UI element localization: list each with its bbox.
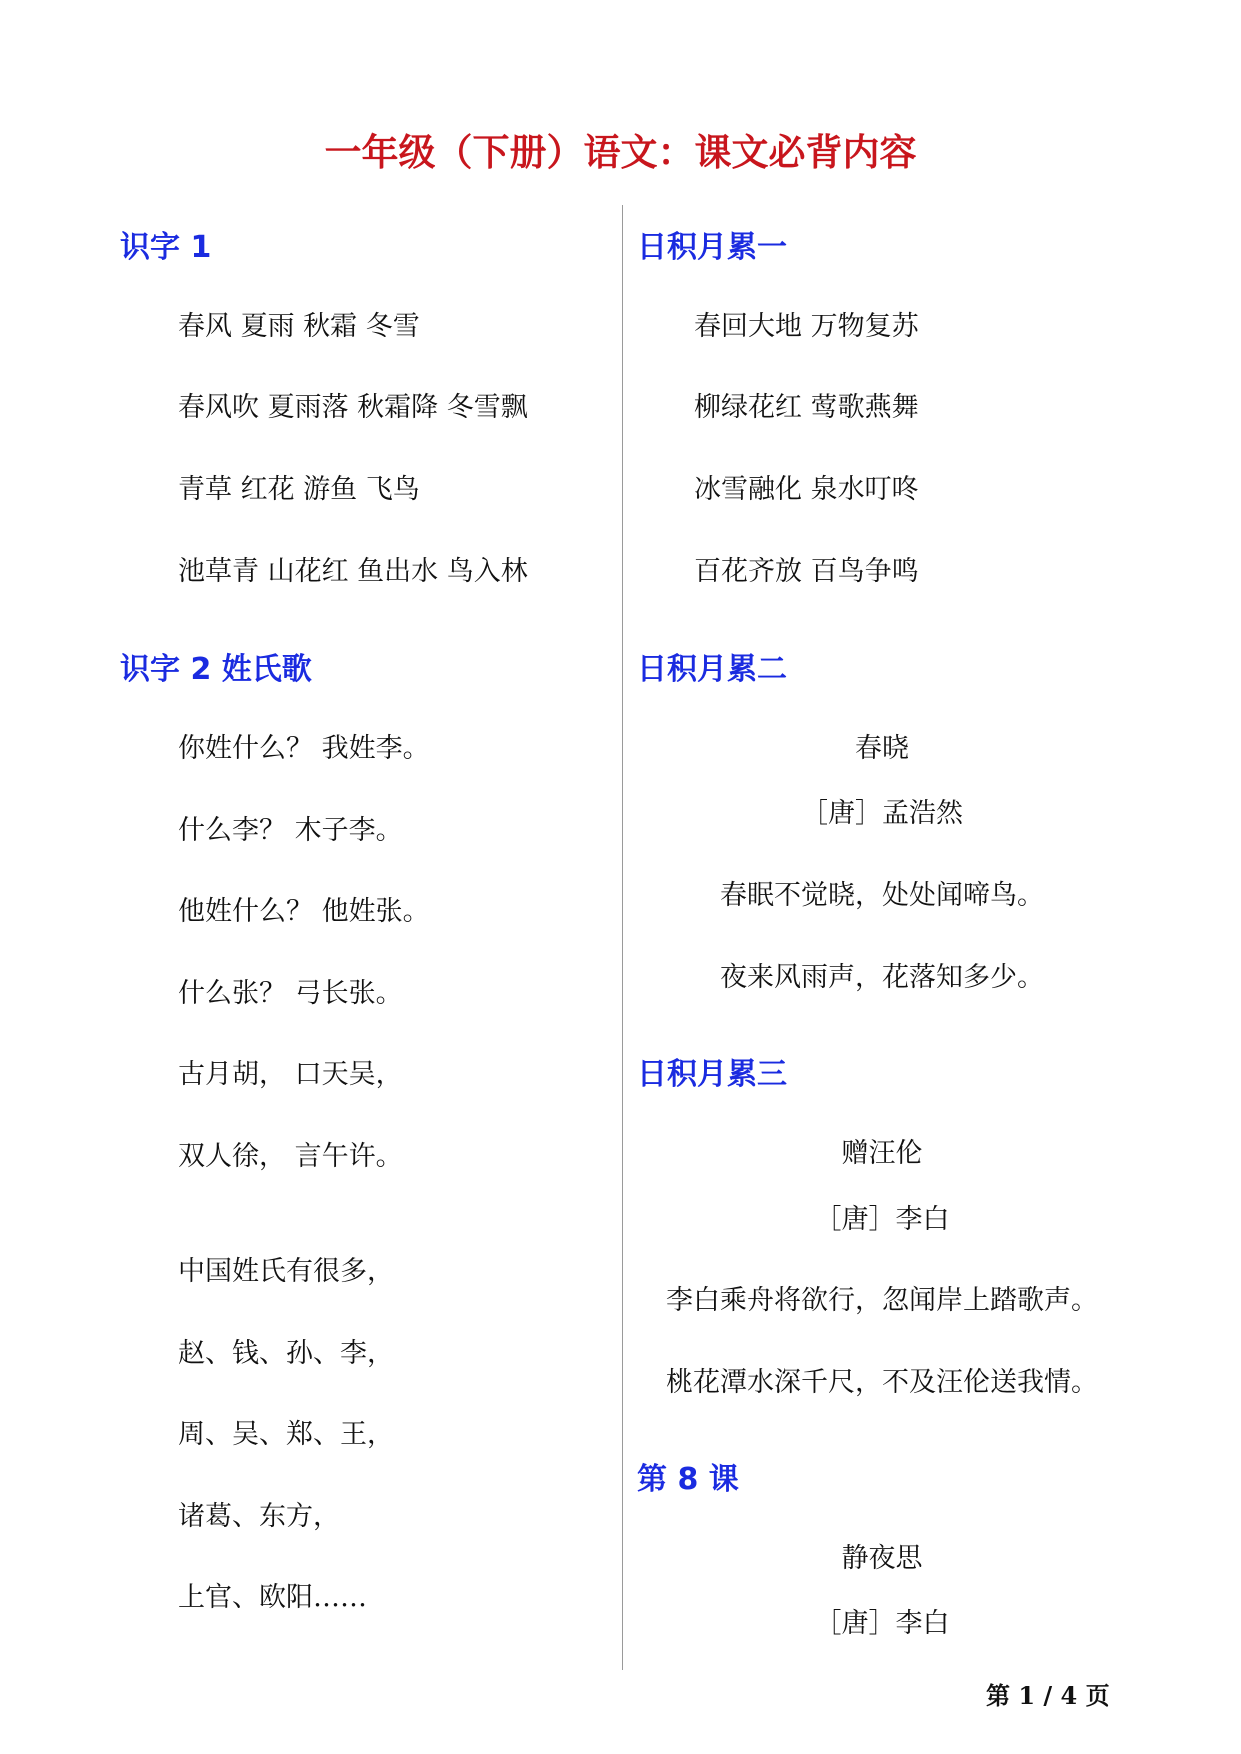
page-number: 第 1 / 4 页	[986, 1681, 1110, 1710]
text-line: 春回大地 万物复苏	[694, 311, 919, 342]
text-line: 你姓什么？ 我姓李。	[178, 733, 430, 764]
text-line: 他姓什么？ 他姓张。	[178, 896, 430, 927]
poem-author: ［唐］李白	[814, 1608, 950, 1639]
poem-title: 赠汪伦	[841, 1138, 923, 1169]
text-line: 柳绿花红 莺歌燕舞	[694, 392, 919, 423]
text-line: 中国姓氏有很多，	[178, 1256, 394, 1287]
poem-line: 夜来风雨声，花落知多少。	[720, 962, 1044, 993]
poem-author: ［唐］李白	[814, 1204, 950, 1235]
poem-title: 静夜思	[841, 1543, 923, 1574]
section-heading-riji-1: 日积月累一	[637, 230, 787, 265]
text-line: 百花齐放 百鸟争鸣	[694, 556, 919, 587]
poem-author: ［唐］孟浩然	[801, 798, 963, 829]
text-line: 青草 红花 游鱼 飞鸟	[178, 474, 420, 505]
poem-title: 春晓	[855, 733, 909, 764]
poem-line: 春眠不觉晓，处处闻啼鸟。	[720, 880, 1044, 911]
text-line: 什么张？ 弓长张。	[178, 978, 403, 1009]
section-heading-riji-3: 日积月累三	[637, 1057, 787, 1092]
poem-line: 桃花潭水深千尺，不及汪伦送我情。	[666, 1367, 1098, 1398]
text-line: 双人徐， 言午许。	[178, 1141, 403, 1172]
text-line: 池草青 山花红 鱼出水 鸟入林	[178, 556, 528, 587]
column-divider	[622, 205, 623, 1670]
poem-line: 李白乘舟将欲行，忽闻岸上踏歌声。	[666, 1285, 1098, 1316]
section-heading-riji-2: 日积月累二	[637, 652, 787, 687]
text-line: 诸葛、东方，	[178, 1501, 340, 1532]
text-line: 周、吴、郑、王，	[178, 1419, 394, 1450]
text-line: 什么李？ 木子李。	[178, 815, 403, 846]
section-heading-shizi-1: 识字 1	[120, 230, 212, 265]
text-line: 上官、欧阳……	[178, 1582, 367, 1613]
text-line: 春风 夏雨 秋霜 冬雪	[178, 311, 420, 342]
section-heading-shizi-2: 识字 2 姓氏歌	[120, 652, 312, 687]
text-line: 赵、钱、孙、李，	[178, 1338, 394, 1369]
section-heading-lesson-8: 第 8 课	[637, 1462, 739, 1497]
page-title: 一年级（下册）语文：课文必背内容	[324, 131, 917, 174]
text-line: 古月胡， 口天吴，	[178, 1059, 403, 1090]
text-line: 春风吹 夏雨落 秋霜降 冬雪飘	[178, 392, 528, 423]
text-line: 冰雪融化 泉水叮咚	[694, 474, 919, 505]
